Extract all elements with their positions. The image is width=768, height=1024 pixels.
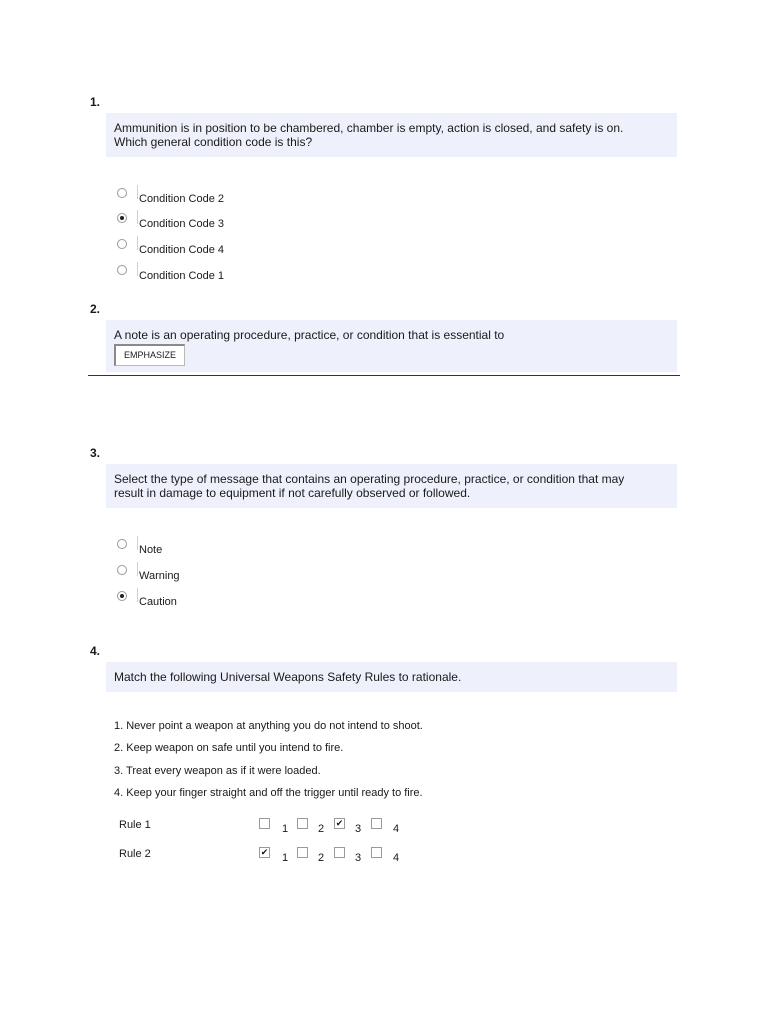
question-4-prompt bbox=[106, 662, 677, 692]
q2-answer-field[interactable]: EMPHASIZE bbox=[114, 344, 185, 366]
rule2-checkbox-3[interactable] bbox=[334, 847, 345, 858]
q1-option-4-label: Condition Code 1 bbox=[139, 270, 225, 282]
question-3-prompt-line1: Select the type of message that contains an operating procedure, practice, or condition that may bbox=[114, 472, 625, 486]
rule1-checkbox-2[interactable] bbox=[297, 818, 308, 829]
question-4-number: 4. bbox=[90, 644, 101, 658]
rule2-checkbox-2[interactable] bbox=[297, 847, 308, 858]
question-2-prompt bbox=[106, 320, 677, 372]
rule-line-1: 1. Never point a weapon at anything you do not intend to shoot. bbox=[114, 720, 423, 732]
rule2-checkbox-1[interactable]: ✔ bbox=[260, 847, 269, 857]
q3-radio-3[interactable] bbox=[117, 591, 127, 601]
question-3-number: 3. bbox=[90, 446, 101, 460]
q1-radio-1[interactable] bbox=[117, 188, 127, 198]
rule2-choice-3-label: 3 bbox=[355, 852, 362, 864]
rule-line-3: 3. Treat every weapon as if it were loaded. bbox=[114, 765, 321, 777]
rule-line-4: 4. Keep your finger straight and off the trigger until ready to fire. bbox=[114, 787, 423, 799]
rule2-choice-4-label: 4 bbox=[393, 852, 400, 864]
q1-option-2-label: Condition Code 3 bbox=[139, 218, 225, 230]
page-divider bbox=[88, 375, 680, 376]
rule2-choice-1-label: 1 bbox=[282, 852, 289, 864]
rule1-choice-3-label: 3 bbox=[355, 823, 362, 835]
question-4-prompt-text: Match the following Universal Weapons Safety Rules to rationale. bbox=[114, 670, 462, 684]
q1-option-3-label: Condition Code 4 bbox=[139, 244, 225, 256]
q1-radio-2[interactable] bbox=[117, 213, 127, 223]
q3-option-1-label: Note bbox=[139, 544, 163, 556]
question-3-prompt bbox=[106, 464, 677, 508]
rule1-choice-1-label: 1 bbox=[282, 823, 289, 835]
rule1-checkbox-4[interactable] bbox=[371, 818, 382, 829]
rule1-choice-4-label: 4 bbox=[393, 823, 400, 835]
q3-radio-1[interactable] bbox=[117, 539, 127, 549]
q3-option-3-label: Caution bbox=[139, 596, 177, 608]
question-2-number: 2. bbox=[90, 302, 101, 316]
q3-option-2-label: Warning bbox=[139, 570, 180, 582]
rule1-choice-2-label: 2 bbox=[318, 823, 325, 835]
rule1-checkbox-3[interactable]: ✔ bbox=[335, 818, 344, 828]
question-2-prompt-text: A note is an operating procedure, practice, or condition that is essential to bbox=[114, 328, 505, 342]
rule-line-2: 2. Keep weapon on safe until you intend to fire. bbox=[114, 742, 344, 754]
question-1-prompt-line1: Ammunition is in position to be chambered, chamber is empty, action is closed, and safety is on. bbox=[114, 121, 624, 135]
rule2-choice-2-label: 2 bbox=[318, 852, 325, 864]
question-1-prompt bbox=[106, 113, 677, 157]
match-label-rule-2: Rule 2 bbox=[119, 848, 151, 860]
rule2-checkbox-4[interactable] bbox=[371, 847, 382, 858]
rule1-checkbox-1[interactable] bbox=[259, 818, 270, 829]
q1-radio-3[interactable] bbox=[117, 239, 127, 249]
question-1-prompt-line2: Which general condition code is this? bbox=[114, 135, 313, 149]
question-1-number: 1. bbox=[90, 95, 101, 109]
q3-radio-2[interactable] bbox=[117, 565, 127, 575]
match-label-rule-1: Rule 1 bbox=[119, 819, 151, 831]
q1-option-1-label: Condition Code 2 bbox=[139, 193, 225, 205]
question-3-prompt-line2: result in damage to equipment if not carefully observed or followed. bbox=[114, 486, 471, 500]
q1-radio-4[interactable] bbox=[117, 265, 127, 275]
